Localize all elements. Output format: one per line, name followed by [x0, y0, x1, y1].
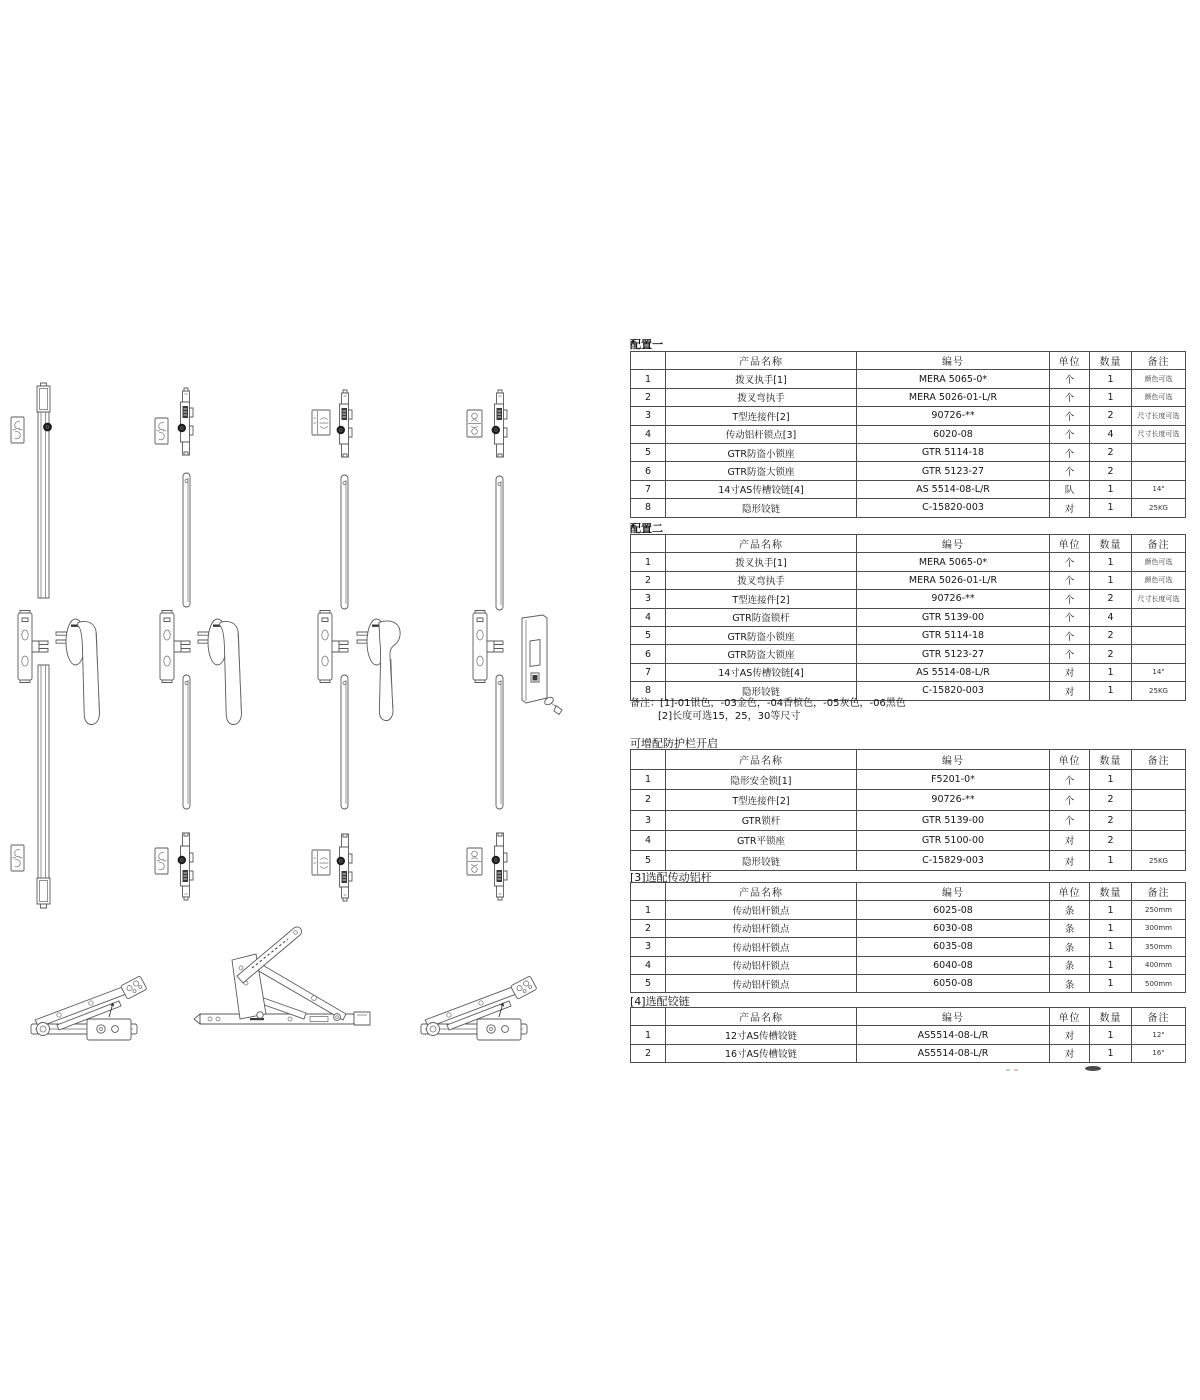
table-cell: 个: [1050, 370, 1090, 388]
table-cell: 传动铝杆锁点: [666, 974, 857, 992]
table-row: [631, 956, 1186, 974]
table-cell: 1: [1090, 553, 1132, 571]
table-cell: 1: [1090, 938, 1132, 956]
table-cell: MERA 5026-01-L/R: [857, 388, 1050, 406]
table-cell: 12": [1132, 1026, 1186, 1044]
gearbox-drawing: [160, 611, 190, 683]
table-cell: 传动铝杆锁点[3]: [666, 425, 857, 443]
table-cell: 个: [1050, 770, 1090, 790]
table-title-config1: 配置一: [630, 338, 663, 351]
table-cell: [1132, 645, 1186, 663]
table-cell: 传动铝杆锁点: [666, 938, 857, 956]
table-cell: 25KG: [1132, 499, 1186, 517]
table-cell: 2: [1090, 790, 1132, 810]
table-cell: 2: [1090, 462, 1132, 480]
table-cell: 传动铝杆锁点: [666, 901, 857, 919]
table-cell: 1: [1090, 388, 1132, 406]
table-row: [631, 901, 1186, 919]
table-cell: [1132, 770, 1186, 790]
table-cell: 6020-08: [857, 425, 1050, 443]
table-cell: 个: [1050, 553, 1090, 571]
table-cell: 5: [631, 974, 666, 992]
column-header: [631, 1008, 666, 1026]
table-cell: 4: [631, 956, 666, 974]
table-cell: 1: [1090, 1044, 1132, 1062]
table-cell: GTR 5100-00: [857, 830, 1050, 850]
table-cell: 1: [1090, 571, 1132, 589]
table-cell: 2: [1090, 626, 1132, 644]
table-cell: [1132, 626, 1186, 644]
table-row: [631, 462, 1186, 480]
table-cell: 14寸AS传槽铰链[4]: [666, 663, 857, 681]
table-row: [631, 370, 1186, 388]
table-cell: GTR锁杆: [666, 810, 857, 830]
eye-keeper-drawing: [467, 410, 482, 437]
table-cell: 个: [1050, 608, 1090, 626]
table-cell: 2: [1090, 407, 1132, 425]
table-cell: [1132, 830, 1186, 850]
table-cell: 3: [631, 407, 666, 425]
table-cell: T型连接件[2]: [666, 407, 857, 425]
table-cell: 1: [1090, 974, 1132, 992]
table-cell: C-15829-003: [857, 850, 1050, 870]
friction-stay-closed-drawing: [421, 976, 537, 1040]
table-cell: 对: [1050, 499, 1090, 517]
footnote-line1: 备注：[1]-01银色，-03金色，-04香槟色，-05灰色，-06黑色: [630, 698, 906, 709]
table-cell: 6035-08: [857, 938, 1050, 956]
column-header: 数量: [1090, 750, 1132, 770]
table-cell: C-15820-003: [857, 682, 1050, 700]
thin-bar-drawing: [183, 473, 190, 607]
table-title-guardrail: 可增配防护栏开启: [630, 737, 718, 750]
table-row: [631, 830, 1186, 850]
table-cell: 1: [1090, 682, 1132, 700]
table-cell: [1132, 790, 1186, 810]
column-header: 编号: [857, 535, 1050, 553]
column-header: 产品名称: [666, 883, 857, 901]
table-cell: AS5514-08-L/R: [857, 1026, 1050, 1044]
gearbox-drawing: [318, 611, 348, 683]
strike-keeper-drawing: [11, 417, 24, 443]
guardrail-table: [630, 749, 1186, 871]
table-cell: 7: [631, 480, 666, 498]
table-cell: 1: [1090, 1026, 1132, 1044]
column-header: 单位: [1050, 352, 1090, 370]
table-cell: MERA 5065-0*: [857, 370, 1050, 388]
table-cell: 颜色可选: [1132, 553, 1186, 571]
column-header: 产品名称: [666, 535, 857, 553]
table-cell: 1: [631, 370, 666, 388]
table-cell: F5201-0*: [857, 770, 1050, 790]
table-cell: AS 5514-08-L/R: [857, 663, 1050, 681]
lock-point-drawing: [337, 834, 352, 901]
table-cell: 2: [1090, 830, 1132, 850]
column-header: 编号: [857, 1008, 1050, 1026]
table-cell: 隐形铰链: [666, 850, 857, 870]
table-cell: [1132, 608, 1186, 626]
table-row: [631, 974, 1186, 992]
table-cell: 拨叉弯执手: [666, 571, 857, 589]
table-cell: 250mm: [1132, 901, 1186, 919]
table-row: [631, 1044, 1186, 1062]
hidden-safety-lock-drawing: [522, 615, 562, 715]
table-row: [631, 443, 1186, 461]
table-cell: 3: [631, 938, 666, 956]
drive-rod-table: [630, 882, 1186, 993]
column-header: 数量: [1090, 535, 1132, 553]
table-cell: GTR防盗小锁座: [666, 626, 857, 644]
table-cell: 2: [1090, 590, 1132, 608]
eye-keeper-drawing: [467, 848, 482, 875]
table-cell: 1: [1090, 901, 1132, 919]
table-cell: 5: [631, 850, 666, 870]
table-row: [631, 938, 1186, 956]
table-cell: 对: [1050, 1026, 1090, 1044]
table-cell: 1: [631, 553, 666, 571]
column-header: 单位: [1050, 1008, 1090, 1026]
footnotes: [630, 698, 906, 723]
table-cell: 颜色可选: [1132, 370, 1186, 388]
large-keeper-drawing: [312, 850, 330, 875]
table-cell: 1: [631, 770, 666, 790]
column-header: 备注: [1132, 1008, 1186, 1026]
lock-point-drawing: [178, 388, 193, 455]
table-cell: 2: [631, 571, 666, 589]
column-header: 备注: [1132, 535, 1186, 553]
config1-table: [630, 351, 1186, 518]
strike-keeper-drawing: [11, 845, 24, 871]
table-cell: 1: [1090, 850, 1132, 870]
table-cell: [1132, 462, 1186, 480]
table-row: [631, 388, 1186, 406]
table-cell: 5: [631, 443, 666, 461]
table-row: [631, 571, 1186, 589]
table-cell: 1: [1090, 956, 1132, 974]
print-artifact: [1006, 1069, 1010, 1071]
table-cell: 1: [1090, 663, 1132, 681]
table-row: [631, 608, 1186, 626]
table-cell: 12寸AS传槽铰链: [666, 1026, 857, 1044]
table-cell: 个: [1050, 425, 1090, 443]
table-cell: 对: [1050, 663, 1090, 681]
table-cell: 对: [1050, 830, 1090, 850]
table-cell: MERA 5065-0*: [857, 553, 1050, 571]
table-row: [631, 645, 1186, 663]
table-cell: 90726-**: [857, 590, 1050, 608]
table-cell: 传动铝杆锁点: [666, 919, 857, 937]
table-cell: 4: [631, 830, 666, 850]
table-cell: GTR 5139-00: [857, 608, 1050, 626]
table-cell: C-15820-003: [857, 499, 1050, 517]
table-row: [631, 407, 1186, 425]
table-cell: 3: [631, 590, 666, 608]
table-row: [631, 663, 1186, 681]
table-cell: 条: [1050, 956, 1090, 974]
table-cell: GTR防盗大锁座: [666, 645, 857, 663]
table-cell: 25KG: [1132, 850, 1186, 870]
thin-bar-drawing: [183, 675, 190, 809]
table-cell: 个: [1050, 462, 1090, 480]
drive-bar-top-drawing: [37, 383, 52, 598]
table-cell: 个: [1050, 645, 1090, 663]
table-cell: 25KG: [1132, 682, 1186, 700]
table-cell: T型连接件[2]: [666, 790, 857, 810]
thin-bar-drawing: [341, 475, 348, 609]
drive-bar-bottom-drawing: [37, 665, 50, 908]
table-row: [631, 1026, 1186, 1044]
column-header: 数量: [1090, 1008, 1132, 1026]
footnote-line2: [2]长度可选15，25，30等尺寸: [658, 710, 801, 722]
table-cell: 14寸AS传槽铰链[4]: [666, 480, 857, 498]
table-cell: 尺寸长度可选: [1132, 590, 1186, 608]
table-cell: [1132, 443, 1186, 461]
table-row: [631, 425, 1186, 443]
table-cell: 500mm: [1132, 974, 1186, 992]
table-cell: 4: [631, 608, 666, 626]
table-cell: 隐形铰链: [666, 682, 857, 700]
table-cell: 颜色可选: [1132, 388, 1186, 406]
table-cell: 队: [1050, 480, 1090, 498]
table-cell: GTR平锁座: [666, 830, 857, 850]
table-cell: 2: [631, 1044, 666, 1062]
table-row: [631, 553, 1186, 571]
table-cell: 条: [1050, 901, 1090, 919]
table-title-hinge: [4]选配铰链: [630, 995, 690, 1008]
thin-bar-drawing: [496, 476, 503, 610]
table-cell: 对: [1050, 850, 1090, 870]
column-header: [631, 352, 666, 370]
table-cell: 14": [1132, 480, 1186, 498]
column-header: [631, 883, 666, 901]
table-cell: 隐形安全锁[1]: [666, 770, 857, 790]
table-cell: 1: [631, 901, 666, 919]
table-cell: 2: [631, 388, 666, 406]
hinge-table: [630, 1007, 1186, 1063]
table-cell: 6050-08: [857, 974, 1050, 992]
table-cell: 个: [1050, 626, 1090, 644]
strike-keeper-drawing: [155, 848, 168, 874]
table-cell: 个: [1050, 388, 1090, 406]
table-cell: 350mm: [1132, 938, 1186, 956]
table-row: [631, 770, 1186, 790]
table-cell: 2: [1090, 645, 1132, 663]
table-cell: 6025-08: [857, 901, 1050, 919]
friction-stay-closed-drawing: [31, 976, 147, 1040]
table-cell: 1: [631, 1026, 666, 1044]
print-artifact: [1014, 1069, 1018, 1071]
column-header: 编号: [857, 352, 1050, 370]
table-cell: MERA 5026-01-L/R: [857, 571, 1050, 589]
table-row: [631, 626, 1186, 644]
lock-point-drawing: [337, 390, 352, 457]
column-header: 编号: [857, 750, 1050, 770]
table-cell: 300mm: [1132, 919, 1186, 937]
table-row: [631, 919, 1186, 937]
table-cell: 4: [1090, 425, 1132, 443]
bent-handle-drawing: [357, 619, 400, 721]
lock-point-drawing: [178, 833, 193, 900]
table-cell: 16": [1132, 1044, 1186, 1062]
column-header: 数量: [1090, 352, 1132, 370]
table-cell: 8: [631, 499, 666, 517]
column-header: 产品名称: [666, 352, 857, 370]
table-cell: GTR 5139-00: [857, 810, 1050, 830]
table-cell: GTR防盗小锁座: [666, 443, 857, 461]
table-cell: 6030-08: [857, 919, 1050, 937]
table-cell: 16寸AS传槽铰链: [666, 1044, 857, 1062]
table-cell: GTR防盗锁杆: [666, 608, 857, 626]
table-cell: 90726-**: [857, 407, 1050, 425]
column-header: 编号: [857, 883, 1050, 901]
table-cell: 3: [631, 810, 666, 830]
table-cell: GTR 5114-18: [857, 443, 1050, 461]
table-cell: 1: [1090, 919, 1132, 937]
table-cell: 2: [1090, 443, 1132, 461]
column-header: [631, 535, 666, 553]
table-cell: AS5514-08-L/R: [857, 1044, 1050, 1062]
lock-point-drawing: [492, 390, 507, 457]
column-header: 备注: [1132, 750, 1186, 770]
table-row: [631, 790, 1186, 810]
table-cell: GTR 5123-27: [857, 645, 1050, 663]
table-cell: 传动铝杆锁点: [666, 956, 857, 974]
column-header: 单位: [1050, 750, 1090, 770]
gearbox-drawing: [473, 611, 503, 683]
table-cell: 拨叉弯执手: [666, 388, 857, 406]
table-cell: 400mm: [1132, 956, 1186, 974]
table-cell: AS 5514-08-L/R: [857, 480, 1050, 498]
column-header: [631, 750, 666, 770]
lock-point-drawing: [492, 833, 507, 900]
table-cell: GTR防盗大锁座: [666, 462, 857, 480]
window-handle-drawing: [56, 619, 100, 725]
config2-table: [630, 534, 1186, 701]
table-cell: 2: [631, 790, 666, 810]
column-header: 备注: [1132, 883, 1186, 901]
friction-stay-open-drawing: [194, 927, 370, 1025]
table-cell: 隐形铰链: [666, 499, 857, 517]
table-cell: 条: [1050, 938, 1090, 956]
column-header: 单位: [1050, 883, 1090, 901]
table-cell: 7: [631, 663, 666, 681]
table-cell: 个: [1050, 790, 1090, 810]
column-header: 产品名称: [666, 750, 857, 770]
table-row: [631, 850, 1186, 870]
table-title-config2: 配置二: [630, 522, 663, 535]
table-cell: 颜色可选: [1132, 571, 1186, 589]
hardware-drawings: [0, 370, 620, 1100]
table-cell: 6: [631, 645, 666, 663]
table-cell: 5: [631, 626, 666, 644]
table-cell: 1: [1090, 370, 1132, 388]
table-cell: 个: [1050, 590, 1090, 608]
table-cell: 1: [1090, 499, 1132, 517]
column-header: 备注: [1132, 352, 1186, 370]
table-cell: 6040-08: [857, 956, 1050, 974]
column-header: 数量: [1090, 883, 1132, 901]
table-cell: 8: [631, 682, 666, 700]
table-cell: [1132, 810, 1186, 830]
table-cell: 个: [1050, 407, 1090, 425]
table-cell: 条: [1050, 974, 1090, 992]
table-cell: 2: [631, 919, 666, 937]
print-artifact: [1085, 1066, 1101, 1071]
column-header: 单位: [1050, 535, 1090, 553]
large-keeper-drawing: [312, 410, 330, 435]
table-cell: 个: [1050, 810, 1090, 830]
table-title-drive-rod: [3]选配传动铝杆: [630, 871, 712, 884]
table-row: [631, 480, 1186, 498]
table-cell: 对: [1050, 682, 1090, 700]
table-row: [631, 810, 1186, 830]
table-cell: 6: [631, 462, 666, 480]
table-row: [631, 590, 1186, 608]
table-cell: 1: [1090, 770, 1132, 790]
strike-keeper-drawing: [155, 418, 168, 444]
table-cell: 1: [1090, 480, 1132, 498]
table-cell: 尺寸长度可选: [1132, 407, 1186, 425]
table-cell: T型连接件[2]: [666, 590, 857, 608]
table-cell: 条: [1050, 919, 1090, 937]
table-cell: 2: [1090, 810, 1132, 830]
table-cell: 个: [1050, 443, 1090, 461]
table-cell: 拨叉执手[1]: [666, 553, 857, 571]
table-cell: 90726-**: [857, 790, 1050, 810]
table-cell: GTR 5114-18: [857, 626, 1050, 644]
table-cell: 4: [1090, 608, 1132, 626]
table-cell: GTR 5123-27: [857, 462, 1050, 480]
column-header: 产品名称: [666, 1008, 857, 1026]
table-cell: 对: [1050, 1044, 1090, 1062]
thin-bar-drawing: [496, 675, 503, 809]
table-cell: 个: [1050, 571, 1090, 589]
table-cell: 尺寸长度可选: [1132, 425, 1186, 443]
thin-bar-drawing: [341, 675, 348, 809]
table-cell: 14": [1132, 663, 1186, 681]
window-handle-drawing: [198, 619, 242, 725]
table-cell: 4: [631, 425, 666, 443]
table-row: [631, 499, 1186, 517]
table-cell: 拨叉执手[1]: [666, 370, 857, 388]
